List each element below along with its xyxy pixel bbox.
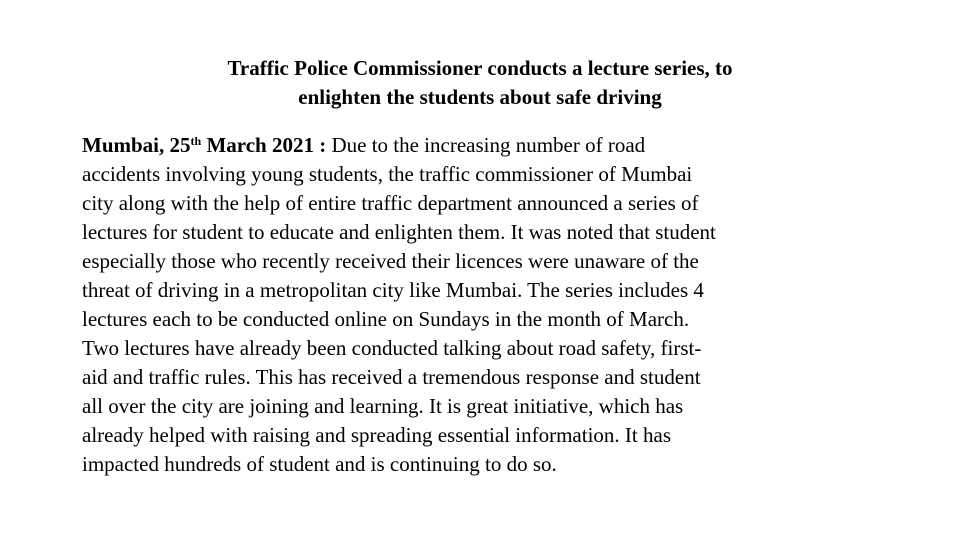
body-line-1 (82, 131, 862, 160)
body-line-3: city along with the help of entire traffic department announced a series of (82, 191, 699, 215)
headline-line-1: Traffic Police Commissioner conducts a lecture series, to (227, 56, 733, 80)
body-line-6: threat of driving in a metropolitan city like Mumbai. The series includes 4 (82, 278, 704, 302)
body-line-8: Two lectures have already been conducted talking about road safety, first- (82, 336, 702, 360)
headline (120, 54, 840, 112)
body-line-4: lectures for student to educate and enlighten them. It was noted that student (82, 220, 716, 244)
article-body (82, 131, 862, 479)
body-line-5: especially those who recently received their licences were unaware of the (82, 249, 699, 273)
body-line-10: all over the city are joining and learning. It is great initiative, which has (82, 394, 684, 418)
body-line-2: accidents involving young students, the traffic commissioner of Mumbai (82, 162, 693, 186)
body-line-12: impacted hundreds of student and is continuing to do so. (82, 452, 557, 476)
body-text-start: Due to the increasing number of road (326, 133, 646, 157)
dateline-city-day: Mumbai, 25 (82, 133, 191, 157)
body-line-11: already helped with raising and spreading essential information. It has (82, 423, 671, 447)
body-line-7: lectures each to be conducted online on Sundays in the month of March. (82, 307, 690, 331)
dateline-rest: March 2021 : (201, 133, 327, 157)
body-line-9: aid and traffic rules. This has received a tremendous response and student (82, 365, 701, 389)
headline-line-2: enlighten the students about safe driving (298, 85, 662, 109)
dateline-ordinal: th (190, 134, 202, 148)
dateline (82, 133, 326, 157)
